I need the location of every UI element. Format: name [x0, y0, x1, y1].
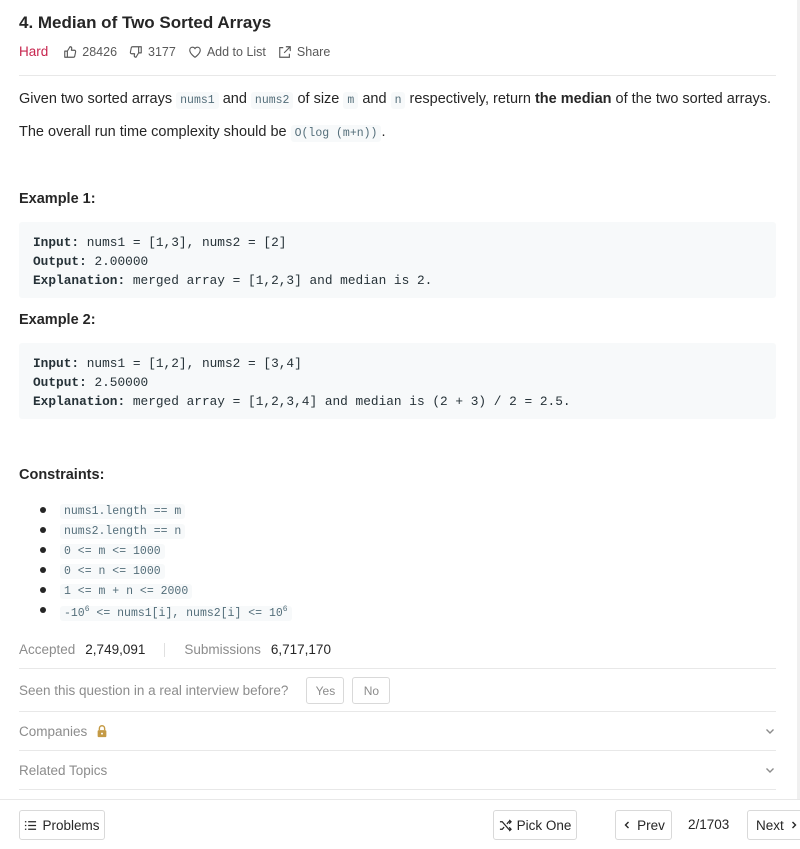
- inline-code: nums2: [251, 92, 294, 109]
- output-label: Output:: [33, 254, 87, 269]
- example-1-heading: Example 1:: [19, 191, 96, 207]
- submissions-label: Submissions: [184, 642, 261, 657]
- share-button[interactable]: [278, 45, 330, 59]
- inline-code: O(log (m+n)): [291, 125, 382, 142]
- list-item: 1 <= m + n <= 2000: [19, 580, 292, 600]
- input-value: nums1 = [1,3], nums2 = [2]: [79, 235, 287, 250]
- example-2-block: [19, 343, 776, 419]
- lock-icon: [95, 724, 109, 738]
- inline-code: n: [391, 92, 406, 109]
- constraints-list: [19, 500, 292, 620]
- accepted-label: Accepted: [19, 642, 76, 657]
- inline-code: nums1: [176, 92, 219, 109]
- submission-stats: [19, 642, 331, 657]
- footer-bar: [0, 799, 800, 849]
- divider: [164, 643, 165, 657]
- related-topics-label: Related Topics: [19, 762, 108, 778]
- input-value: nums1 = [1,2], nums2 = [3,4]: [79, 356, 302, 371]
- heart-icon: [188, 45, 202, 59]
- share-icon: [278, 45, 292, 59]
- chevron-left-icon: [622, 820, 632, 830]
- add-to-list-button[interactable]: [188, 45, 266, 59]
- accepted-count: 2,749,091: [85, 642, 146, 657]
- prev-button[interactable]: [615, 810, 672, 840]
- companies-section[interactable]: [19, 712, 776, 750]
- thumbs-down-icon: [129, 45, 143, 59]
- list-item: $-10^6$ <= nums1[i], nums2[i] <= $10^6$: [19, 600, 292, 620]
- divider: [19, 668, 776, 669]
- list-icon: [24, 819, 37, 832]
- add-to-list-label: Add to List: [206, 44, 266, 59]
- problem-title: 4. Median of Two Sorted Arrays: [19, 13, 272, 32]
- like-button[interactable]: [63, 45, 117, 59]
- input-label: Input:: [33, 356, 80, 371]
- dislike-button[interactable]: [129, 45, 176, 59]
- problems-button[interactable]: [19, 810, 105, 840]
- explanation-value: merged array = [1,2,3] and median is 2.: [125, 273, 433, 288]
- companies-label: Companies: [19, 723, 88, 739]
- problem-meta: [19, 44, 342, 59]
- interview-question-text: Seen this question in a real interview before?: [19, 683, 289, 698]
- input-label: Input:: [33, 235, 80, 250]
- interview-question: [19, 677, 390, 704]
- related-topics-section[interactable]: [19, 751, 776, 789]
- prev-label: Prev: [637, 817, 665, 833]
- thumbs-up-icon: [63, 45, 77, 59]
- problems-label: Problems: [42, 817, 100, 833]
- chevron-down-icon: [764, 725, 776, 737]
- emphasis-text: the median: [534, 91, 612, 107]
- no-button[interactable]: No: [352, 677, 390, 704]
- yes-button[interactable]: Yes: [306, 677, 344, 704]
- constraints-heading: Constraints:: [19, 467, 105, 483]
- output-value: 2.50000: [86, 375, 149, 390]
- example-1-block: [19, 222, 776, 298]
- next-button[interactable]: [747, 810, 800, 840]
- output-value: 2.00000: [86, 254, 149, 269]
- list-item: nums1.length == m: [19, 500, 292, 520]
- chevron-right-icon: [789, 820, 799, 830]
- list-item: 0 <= m <= 1000: [19, 540, 292, 560]
- divider: [19, 75, 776, 76]
- inline-code: m: [343, 92, 358, 109]
- description-line-1: Given two sorted arrays nums1 and nums2 of size m and n respectively, return the median of the two sorted arrays.: [19, 91, 772, 107]
- share-label: Share: [296, 44, 331, 59]
- next-label: Next: [756, 817, 784, 833]
- like-count: 28426: [82, 44, 118, 59]
- list-item: 0 <= n <= 1000: [19, 560, 292, 580]
- explanation-label: Explanation:: [33, 394, 126, 409]
- explanation-value: merged array = [1,2,3,4] and median is (2 + 3) / 2 = 2.5.: [125, 394, 571, 409]
- difficulty-badge: Hard: [19, 44, 49, 59]
- explanation-label: Explanation:: [33, 273, 126, 288]
- dislike-count: 3177: [148, 44, 176, 59]
- output-label: Output:: [33, 375, 87, 390]
- divider: [19, 789, 776, 790]
- list-item: nums2.length == n: [19, 520, 292, 540]
- shuffle-icon: [499, 819, 512, 832]
- page-indicator: 2/1703: [688, 817, 730, 832]
- pick-one-label: Pick One: [516, 817, 572, 833]
- pick-one-button[interactable]: [493, 810, 577, 840]
- chevron-down-icon: [764, 764, 776, 776]
- description-line-2: The overall run time complexity should be O(log (m+n)) .: [19, 124, 386, 140]
- submissions-count: 6,717,170: [270, 642, 331, 657]
- example-2-heading: Example 2:: [19, 312, 96, 328]
